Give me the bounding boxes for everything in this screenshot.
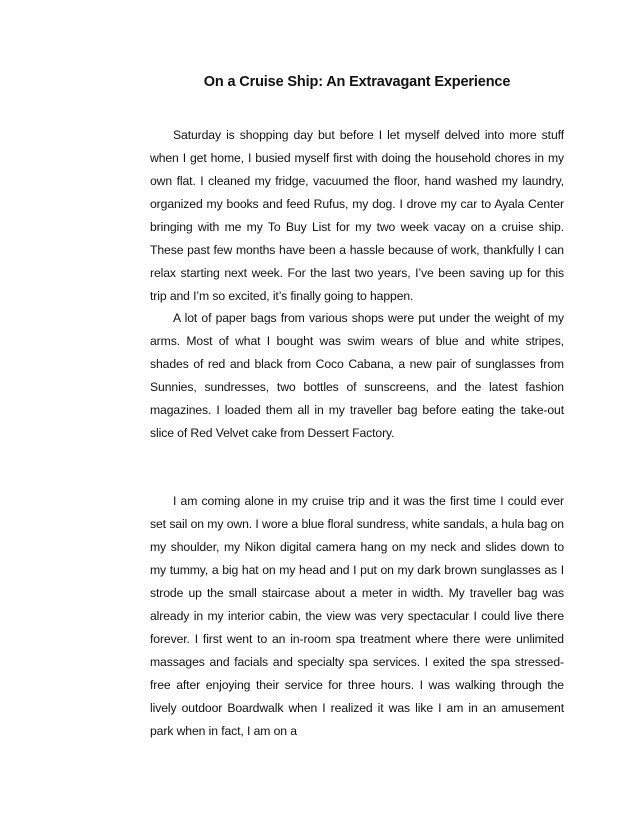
paragraph-2: A lot of paper bags from various shops were put under the weight of my arms. Most of what I bought was swim wears of blue and white stripes, shades of red and black from Coco Cabana, a new pair of sunglasses from Sunnies, sundresses, two bottles of sunscreens, and the latest fashion magazines. I loaded them all in my traveller bag before eating the take-out slice of Red Velvet cake from Dessert Factory. <box>150 311 564 440</box>
document-title: On a Cruise Ship: An Extravagant Experience <box>203 74 511 90</box>
paragraph-1: Saturday is shopping day but before I let myself delved into more stuff when I get home, I busied myself first with doing the household chores in my own flat. I cleaned my fridge, vacuumed the floor, hand washed my laundry, organized my books and feed Rufus, my dog. I drove my car to Ayala Center bringing with me my To Buy List for my two week vacay on a cruise ship. These past few months have been a hassle because of work, thankfully I can relax starting next week. For the last two years, I’ve been saving up for this trip and I’m so excited, it’s finally going to happen. <box>150 128 564 303</box>
paragraph-3: I am coming alone in my cruise trip and it was the first time I could ever set sail on my own. I wore a blue floral sundress, white sandals, a hula bag on my shoulder, my Nikon digital camera hang on my neck and slides down to my tummy, a big hat on my head and I put on my dark brown sunglasses as I strode up the small staircase about a meter in width. My traveller bag was already in my interior cabin, the view was very spectacular I could live there forever. I first went to an in-room spa treatment where there were unlimited massages and facials and specialty spa services. I exited the spa stressed-free after enjoying their service for three hours. I was walking through the lively outdoor Boardwalk when I realized it was like I am in an amusement park when in fact, I am on a <box>150 494 564 738</box>
